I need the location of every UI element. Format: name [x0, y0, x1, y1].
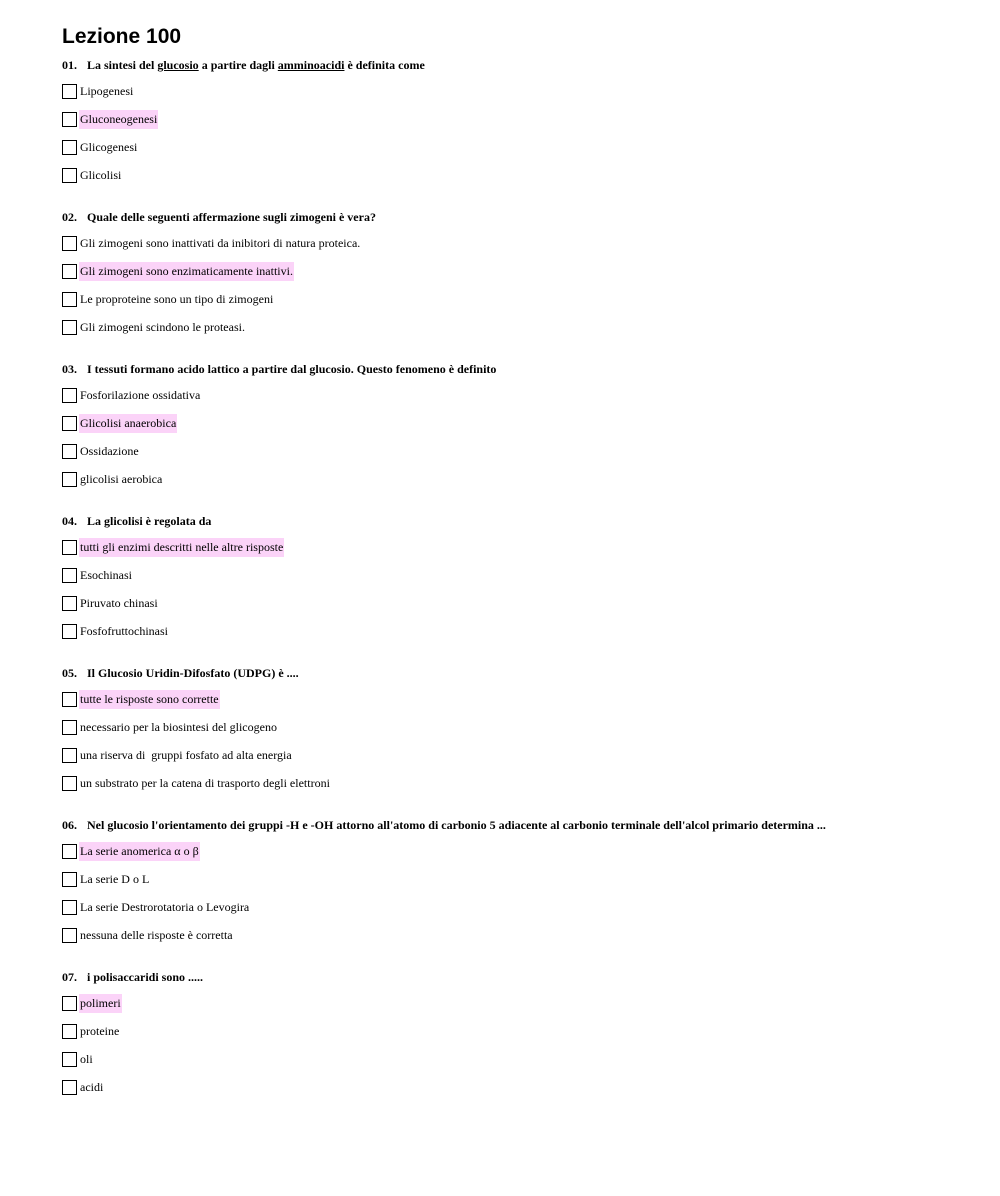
option-label: glicolisi aerobica — [80, 472, 163, 486]
option-label: un substrato per la catena di trasporto degli elettroni — [80, 776, 330, 790]
question-text: 07. i polisaccaridi sono ..... — [62, 970, 204, 984]
option-label: nessuna delle risposte è corretta — [80, 928, 233, 942]
option-label: Glicolisi anaerobica — [79, 414, 177, 433]
option-label: una riserva di gruppi fosfato ad alta energia — [80, 748, 292, 762]
question-04 — [62, 513, 962, 641]
checkbox[interactable] — [62, 112, 77, 127]
option-label: Fosfofruttochinasi — [80, 624, 168, 638]
question-text: 05. Il Glucosio Uridin-Difosfato (UDPG) è .... — [62, 666, 299, 680]
underlined-term: glucosio — [157, 58, 199, 72]
answer-option[interactable] — [62, 234, 962, 253]
option-label: Piruvato chinasi — [80, 596, 158, 610]
answer-option-highlighted[interactable] — [62, 262, 962, 281]
option-label: Le proproteine sono un tipo di zimogeni — [80, 292, 274, 306]
answer-option[interactable] — [62, 898, 962, 917]
question-06 — [62, 817, 962, 945]
question-number: 05. — [62, 666, 77, 680]
question-number: 04. — [62, 514, 77, 528]
question-02 — [62, 209, 962, 337]
option-label: Ossidazione — [80, 444, 139, 458]
checkbox[interactable] — [62, 84, 77, 99]
checkbox[interactable] — [62, 1052, 77, 1067]
checkbox[interactable] — [62, 928, 77, 943]
answer-option-highlighted[interactable] — [62, 414, 962, 433]
option-label: La serie D o L — [80, 872, 150, 886]
option-label: proteine — [80, 1024, 120, 1038]
checkbox[interactable] — [62, 568, 77, 583]
option-label: tutti gli enzimi descritti nelle altre risposte — [79, 538, 284, 557]
option-label: Gluconeogenesi — [79, 110, 158, 129]
option-label: oli — [80, 1052, 93, 1066]
option-label: Esochinasi — [80, 568, 132, 582]
option-label: acidi — [80, 1080, 104, 1094]
checkbox[interactable] — [62, 1080, 77, 1095]
checkbox[interactable] — [62, 388, 77, 403]
page-title: Lezione 100 — [62, 25, 182, 48]
option-label: Gli zimogeni sono enzimaticamente inattivi. — [79, 262, 294, 281]
answer-option[interactable] — [62, 622, 962, 641]
checkbox[interactable] — [62, 844, 77, 859]
checkbox[interactable] — [62, 472, 77, 487]
answer-option-highlighted[interactable] — [62, 842, 962, 861]
question-03 — [62, 361, 962, 489]
checkbox[interactable] — [62, 168, 77, 183]
answer-option[interactable] — [62, 470, 962, 489]
answer-option[interactable] — [62, 166, 962, 185]
checkbox[interactable] — [62, 624, 77, 639]
checkbox[interactable] — [62, 596, 77, 611]
checkbox[interactable] — [62, 900, 77, 915]
option-label: Gli zimogeni scindono le proteasi. — [80, 320, 245, 334]
option-label: Fosforilazione ossidativa — [80, 388, 201, 402]
checkbox[interactable] — [62, 416, 77, 431]
answer-option[interactable] — [62, 442, 962, 461]
answer-option-highlighted[interactable] — [62, 994, 962, 1013]
answer-option[interactable] — [62, 82, 962, 101]
option-label: Glicogenesi — [80, 140, 138, 154]
answer-option-highlighted[interactable] — [62, 110, 962, 129]
answer-option[interactable] — [62, 594, 962, 613]
answer-option[interactable] — [62, 926, 962, 945]
question-number: 02. — [62, 210, 77, 224]
question-number: 01. — [62, 58, 77, 72]
checkbox[interactable] — [62, 692, 77, 707]
question-number: 06. — [62, 818, 77, 832]
question-01 — [62, 57, 962, 185]
answer-option[interactable] — [62, 1022, 962, 1041]
question-07 — [62, 969, 962, 1097]
question-text: 02. Quale delle seguenti affermazione sugli zimogeni è vera? — [62, 210, 376, 224]
option-label: La serie Destrorotatoria o Levogira — [80, 900, 250, 914]
checkbox[interactable] — [62, 140, 77, 155]
answer-option[interactable] — [62, 1050, 962, 1069]
checkbox[interactable] — [62, 1024, 77, 1039]
option-label: Gli zimogeni sono inattivati da inibitori di natura proteica. — [80, 236, 361, 250]
checkbox[interactable] — [62, 748, 77, 763]
checkbox[interactable] — [62, 720, 77, 735]
option-label: La serie anomerica α o β — [79, 842, 200, 861]
answer-option[interactable] — [62, 870, 962, 889]
question-05 — [62, 665, 962, 793]
quiz-page — [62, 24, 962, 1097]
option-label: Lipogenesi — [80, 84, 134, 98]
checkbox[interactable] — [62, 320, 77, 335]
checkbox[interactable] — [62, 776, 77, 791]
checkbox[interactable] — [62, 236, 77, 251]
answer-option[interactable] — [62, 290, 962, 309]
option-label: Glicolisi — [80, 168, 122, 182]
answer-option-highlighted[interactable] — [62, 538, 962, 557]
answer-option[interactable] — [62, 718, 962, 737]
answer-option[interactable] — [62, 1078, 962, 1097]
option-label: polimeri — [79, 994, 122, 1013]
answer-option[interactable] — [62, 774, 962, 793]
answer-option-highlighted[interactable] — [62, 690, 962, 709]
checkbox[interactable] — [62, 872, 77, 887]
checkbox[interactable] — [62, 264, 77, 279]
question-number: 07. — [62, 970, 77, 984]
question-text: 03. I tessuti formano acido lattico a partire dal glucosio. Questo fenomeno è definito — [62, 362, 497, 376]
checkbox[interactable] — [62, 996, 77, 1011]
checkbox[interactable] — [62, 444, 77, 459]
answer-option[interactable] — [62, 746, 962, 765]
answer-option[interactable] — [62, 566, 962, 585]
answer-option[interactable] — [62, 318, 962, 337]
underlined-term: amminoacidi — [277, 58, 345, 72]
checkbox[interactable] — [62, 540, 77, 555]
question-text: 01. La sintesi del glucosio a partire dagli amminoacidi è definita come — [62, 58, 425, 72]
checkbox[interactable] — [62, 292, 77, 307]
question-text: 06. Nel glucosio l'orientamento dei gruppi -H e -OH attorno all'atomo di carbonio 5 adiacente al carbonio terminale dell'alcol primario determina ... — [62, 818, 826, 832]
option-label: tutte le risposte sono corrette — [79, 690, 220, 709]
answer-option[interactable] — [62, 386, 962, 405]
question-text: 04. La glicolisi è regolata da — [62, 514, 212, 528]
question-number: 03. — [62, 362, 77, 376]
option-label: necessario per la biosintesi del glicogeno — [80, 720, 277, 734]
answer-option[interactable] — [62, 138, 962, 157]
